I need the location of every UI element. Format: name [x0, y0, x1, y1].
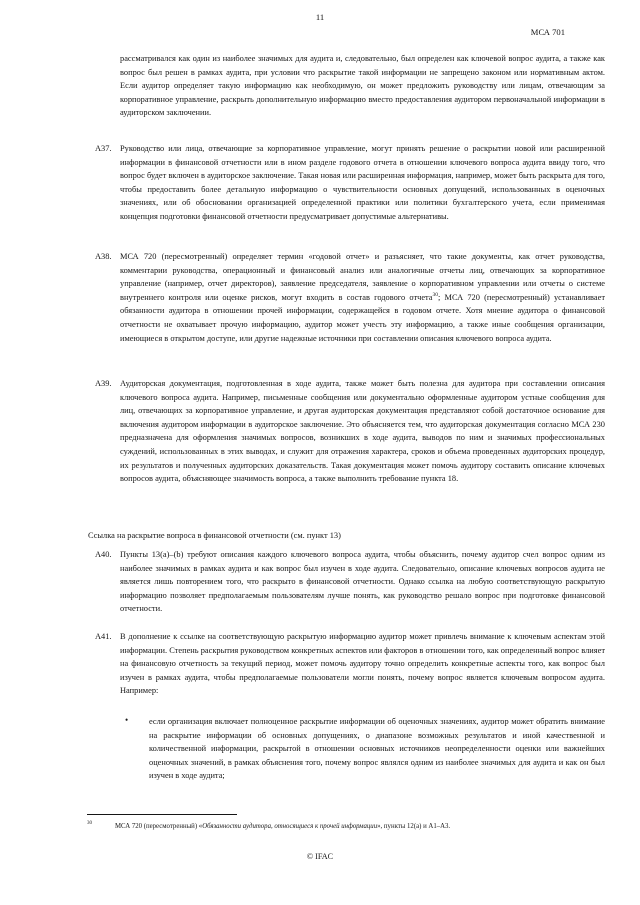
paragraph-a38-text-1: МСА 720 (пересмотренный) определяет термин «годовой отчет» и разъясняет, что такие документы, как отчет руководства, комментарии руководства, операционный и финансовый анализ или аналогичные отчеты лиц, отвечающих за корпоративное управление (например, отчет директоров), заявление председателя, заявление о корпоративном управлении или отчеты о системе внутреннего контроля или оценке рисков, могут входить в состав годового отчета	[120, 252, 605, 302]
paragraph-a38	[120, 250, 605, 345]
paragraph-a41: В дополнение к ссылке на соответствующую раскрытую информацию аудитор может привлечь внимание к ключевым аспектам этой информации. Степень раскрытия руководством конкретных аспектов или факторов в отношении того, как определенный вопрос влияет на финансовую отчетность за текущий период, может помочь аудитору точно определить конкретные аспекты того, как вопрос был изучен в рамках аудита, чтобы предполагаемые пользователи могли понять, почему вопрос является ключевым вопросом аудита. Например:	[120, 632, 605, 696]
standard-code: МСА 701	[530, 27, 565, 37]
section-subheading: Ссылка на раскрытие вопроса в финансовой отчетности (см. пункт 13)	[88, 531, 341, 540]
bullet-marker: •	[125, 715, 129, 725]
paragraph-number-a37: A37.	[95, 144, 112, 153]
paragraph-number-a41: A41.	[95, 632, 112, 641]
copyright: © IFAC	[306, 852, 334, 861]
footnote-text-end: », пункты 12(а) и A1–A3.	[377, 823, 451, 830]
footnote-separator	[87, 814, 237, 815]
paragraph-number-a38: A38.	[95, 252, 112, 261]
footnote-mark: 30	[87, 821, 92, 826]
footnote-text	[115, 822, 450, 832]
paragraph-number-a39: A39.	[95, 379, 112, 388]
paragraph-a39: Аудиторская документация, подготовленная в ходе аудита, также может быть полезна для аудитора при составлении описания ключевого вопроса аудита. Например, письменные сообщения или документально оформленные аудитором устные сообщения для лиц, отвечающих за корпоративное управление, и другая аудиторская документация представляют собой достаточное основание для включения аудитором информации в аудиторское заключение. Это объясняется тем, что аудиторская документация согласно МСА 230 предназначена для оформления значимых вопросов, возникших в ходе аудита, выводов по ним и значимых профессиональных суждений, использованных в этих выводах, и служит для отражения характера, сроков и объема проведенных аудиторских процедур, их результатов и полученных аудиторских доказательств. Такая документация может помочь аудитору составить описание ключевых вопросов аудита, объясняющее значимость вопроса, а также выполнить требование пункта 18.	[120, 379, 605, 484]
paragraph-number-a40: A40.	[95, 550, 112, 559]
bullet-item: если организация включает полноценное раскрытие информации об оценочных значениях, аудитор может обратить внимание на раскрытие информации об основных допущениях, о диапазоне возможных результатов и иной качественной и количественной информации, раскрытой в отношении основных источников неопределенности оценки или важнейших оценочных значений, в рамках объяснения того, почему вопрос являлся одним из наиболее значимых для аудита и как он был изучен в ходе аудита;	[149, 717, 605, 781]
footnote-reference: 30	[432, 291, 439, 298]
paragraph-a37: Руководство или лица, отвечающие за корпоративное управление, могут принять решение о раскрытии новой или расширенной информации в финансовой отчетности или в ином разделе годового отчета в отношении ключевого вопроса аудита ввиду того, что вопрос будет включен в аудиторское заключение. Такая новая или расширенная информация, например, может быть раскрыта для того, чтобы предоставить более детальную информацию о чувствительности основных допущений, использованных в оценочных значениях, или об обосновании организацией определенной практики или политики бухгалтерского учета, если применимая концепция подготовки финансовой отчетности предусматривает допустимые альтернативы.	[120, 144, 605, 221]
footnote-text-start: МСА 720 (пересмотренный) «	[115, 823, 203, 830]
paragraph-a38-text-2: ; МСА 720 (пересмотренный) устанавливает обязанности аудитора в отношении прочей информации, содержащейся в годовом отчете. Хотя мнение аудитора о финансовой отчетности не охватывает прочую информацию, аудитор может учесть эту информацию, а также иные сообщения организации, имеющиеся в открытом доступе, или другие надежные источники при составлении описания ключевого вопроса аудита.	[120, 292, 606, 343]
paragraph-a40: Пункты 13(a)–(b) требуют описания каждого ключевого вопроса аудита, чтобы объяснить, почему аудитор счел вопрос одним из наиболее значимых в рамках аудита и как вопрос был изучен в ходе аудита. Следовательно, описание ключевых вопросов аудита не является лишь повторением того, что раскрыто в финансовой отчетности. Однако ссылка на любую соответствующую раскрытую информацию позволяет предполагаемым пользователям лучше понять, как руководство решало вопрос при подготовке финансовой отчетности.	[120, 550, 605, 614]
footnote-title: Обязанности аудитора, относящиеся к прочей информации	[202, 823, 378, 830]
continuation-paragraph: рассматривался как один из наиболее значимых для аудита и, следовательно, был определен как ключевой вопрос аудита, а также как вопрос был решен в рамках аудита, при условии что раскрытие такой информации не запрещено законом или нормативным актом. Если аудитор определяет такую информацию как необходимую, он может предложить руководству или лицам, отвечающим за корпоративное управление, раскрыть дополнительную информацию вместо предоставления аудитором первоначальной информации в аудиторском заключении.	[120, 54, 605, 118]
page-number: 11	[315, 12, 325, 22]
